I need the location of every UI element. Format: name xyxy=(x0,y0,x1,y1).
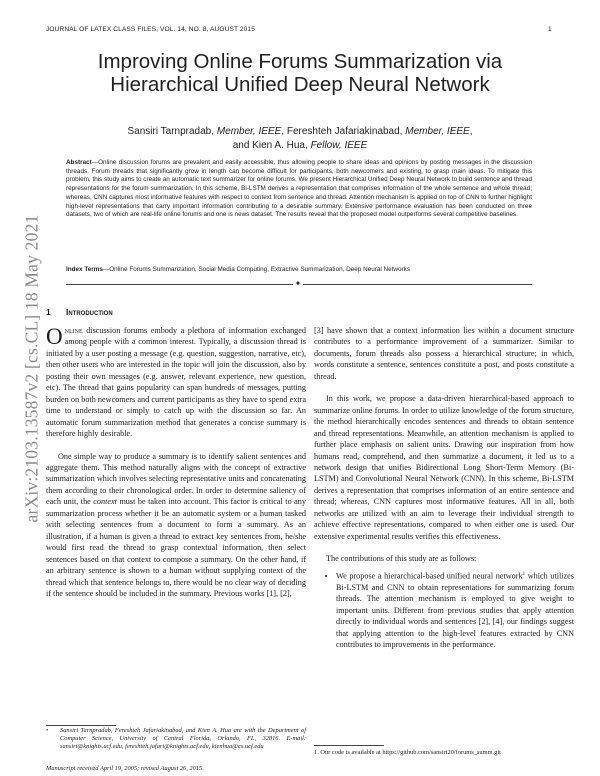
section-heading xyxy=(46,307,113,317)
author-name: Sansiri Tarnpradab, xyxy=(127,126,215,137)
abstract-text: —Online discussion forums are prevalent and easily accessible, thus allowing people to share ideas and opinions by posting messages in the discussion threads. Forum threads that significantly grow in length can become difficult for participants, both newcomers and existing, to grasp main ideas. To mitigate this problem, this study aims to create an automatic text summarizer for online forums. We present Hierarchical Unified Deep Neural Network to build sentence and thread representations for the forum summarization. In this scheme, Bi-LSTM derives a representation that comprises information of the whole sentence and whole thread; whereas, CNN captures most informative features with respect to context from sentence and thread. Attention mechanism is applied on top of CNN to further highlight high-level representations that carry important information contributing to a desirable summary. Extensive performance evaluation has been conducted on three datasets, two of which are real-life online forums and one is news dataset. The results reveal that the proposed model outperforms several competitive baselines. xyxy=(66,159,532,219)
arxiv-identifier-stamp: arXiv:2103.13587v2 [cs.CL] 18 May 2021 xyxy=(21,214,42,523)
index-terms-label: Index Terms xyxy=(66,266,103,273)
affiliation-footnote xyxy=(46,727,306,752)
affiliation-text: Sansiri Tarnpradab, Fereshteh Jafariakinabad, and Kien A. Hua are with the Department of Computer Science, University of Central Florida, Orlando, FL, 32816. E-mail: sansiri@knights.ucf.edu, fereshteh.jafari@knights.ucf.edu, kienhua@cs.ucf.edu xyxy=(60,727,306,751)
paragraph-text: discussion forums embody a plethora of information exchanged among people with a common interest. Typically, a discussion thread is initiated by a user posting a message (e.g. question, suggestion, narrative, etc), then other users who are interested in the topic will join the discussion, also by posting their own messages (e.g. answer, relevant experience, new question, etc). The thread that gains popularity can span hundreds of messages, putting burden on both newcomers and current participants as they have to spend extra time to understand or simply to catch up with the discussion so far. An automatic forum summarization method that generates a concise summary is therefore highly desirable. xyxy=(46,326,306,439)
author-role: Member, IEEE xyxy=(216,126,282,137)
emphasis: context xyxy=(93,497,117,507)
paragraph: The contributions of this study are as follows: xyxy=(326,554,477,564)
author-name: and Kien A. Hua, xyxy=(232,140,308,151)
footnote-rule xyxy=(314,745,384,746)
right-column xyxy=(314,325,574,651)
index-terms xyxy=(66,266,532,275)
author-list xyxy=(40,125,560,153)
paragraph-text: One simple way to produce a summary is to identify salient sentences and aggregate them. This method naturally aligns with the concept of extractive summarization which involves selecting representative units and concatenating them according to their chronological order. In order to determine saliency of each unit, the xyxy=(46,451,306,507)
footnote-rule xyxy=(46,725,116,726)
page-number: 1 xyxy=(548,26,552,33)
divider-ornament-icon: ✦ xyxy=(294,279,302,288)
abstract xyxy=(66,159,532,220)
lead-in: nline xyxy=(64,326,83,335)
paragraph-text: must be taken into account. This factor is critical to any summarization process whether it be an automatic system or a human tasked with selecting sentences from a document to form a summary. As an illustration, if a human is given a thread to extract key sentences from, he/she would first read the thread to grasp contextual information, then select sentences based on that context to compose a summary. On the other hand, if an arbitrary sentence is shown to a human without supplying context of the thread which that sentence belongs to, there would be no clear way of deciding if the sentence should be included in the summary. Previous works [1], [2], xyxy=(46,497,306,598)
left-column xyxy=(46,325,306,599)
footnote-marker: 1 xyxy=(522,571,526,577)
contribution-list xyxy=(314,569,574,651)
list-item-text: We propose a hierarchical-based unified neural network xyxy=(336,571,523,581)
author-line-2 xyxy=(40,139,560,153)
abstract-label: Abstract xyxy=(66,159,92,166)
author-role: Fellow, IEEE xyxy=(310,140,368,151)
author-line-1 xyxy=(40,125,560,139)
author-separator: , xyxy=(469,126,473,137)
list-item-text: which utilizes Bi-LSTM and CNN to obtain representations for summarizing forum threads. The attention mechanism is employed to give weight to important units. Different from previous studies that apply attention directly to individual words and sentences [2], [4], our findings suggest that applying attention to the high-level features extracted by CNN contributes to improvements in the performance. xyxy=(336,571,574,650)
author-name: , Fereshteh Jafariakinabad, xyxy=(281,126,403,137)
running-head: JOURNAL OF LATEX CLASS FILES, VOL. 14, NO. 8, AUGUST 2015 xyxy=(46,26,255,33)
section-number: 1 xyxy=(46,307,51,317)
manuscript-note: Manuscript received April 19, 2005; revised August 26, 2015. xyxy=(46,765,204,772)
index-terms-text: —Online Forums Summarization, Social Media Computing, Extractive Summarization, Deep Neural Networks xyxy=(102,266,410,273)
list-item xyxy=(336,569,574,651)
drop-cap: O xyxy=(46,324,63,349)
paragraph xyxy=(46,325,306,440)
title-line-2: Hierarchical Unified Deep Neural Network xyxy=(110,73,490,96)
author-role: Member, IEEE xyxy=(405,126,470,137)
paper-title xyxy=(30,50,570,96)
code-footnote: 1. Our code is available at https://github.com/sansiri20/forums_summ.git xyxy=(314,749,501,756)
section-title: Introduction xyxy=(66,307,113,317)
paragraph: [3] have shown that a context information lies within a document structure contributes to a performance improvement of a summarizer. Similar to documents, forum threads also possess a hierarchical structure; in which, words constitute a sentence, sentences constitute a post, and posts constitute a thread. xyxy=(314,326,574,381)
title-line-1: Improving Online Forums Summarization via xyxy=(97,50,503,73)
paragraph: In this work, we propose a data-driven hierarchical-based approach to summarize online forums. In order to utilize knowledge of the forum structure, the method hierarchically encodes sentences and threads to obtain sentence and thread representations. Meanwhile, an attention mechanism is applied to further place emphasis on salient units. Drawing our inspiration from how humans read, comprehend, and then summarize a document, it led us to a network design that unifies Bidirectional Long Short-Term Memory (Bi-LSTM) and Convolutional Neural Network (CNN). In this scheme, Bi-LSTM derives a representation that comprises information of an entire sentence and thread; whereas, CNN captures most informative features. All in all, both networks are utilized with an aim to leverage their individual strength to achieve effective representations, compared to when either one is used. Our extensive experimental results verifies this effectiveness. xyxy=(314,394,574,541)
bullet-icon: • xyxy=(46,727,49,734)
paragraph xyxy=(46,451,306,600)
